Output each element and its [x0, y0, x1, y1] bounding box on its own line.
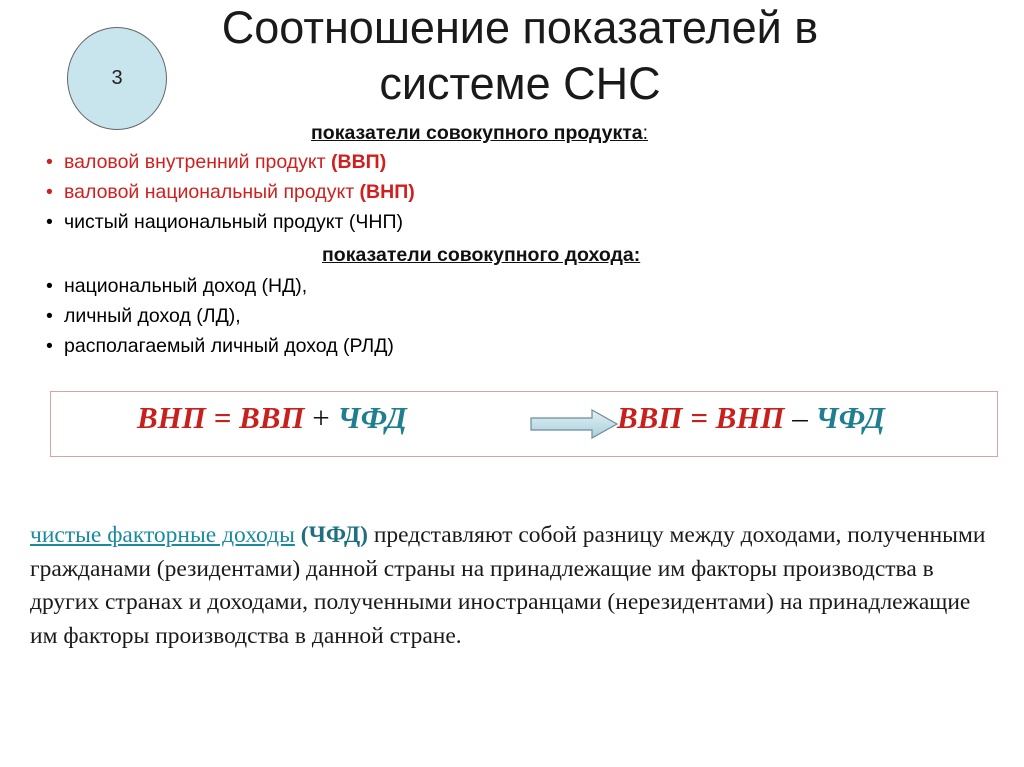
- definition-term-link[interactable]: чистые факторные доходы: [30, 522, 295, 548]
- definition-paragraph: [30, 519, 1000, 653]
- bullet: •: [46, 305, 53, 327]
- income-section-heading: [322, 244, 640, 267]
- list-item-dpi: [46, 331, 394, 361]
- item-text: чистый национальный продукт (ЧНП): [64, 211, 403, 233]
- bullet: •: [46, 211, 53, 233]
- product-section-heading: [311, 122, 648, 145]
- formula-equals: =: [682, 400, 716, 435]
- formula-term: ВВП: [239, 400, 305, 435]
- item-abbr: (ВВП): [331, 151, 387, 173]
- formula-term: ВНП: [715, 400, 785, 435]
- bullet: •: [46, 275, 53, 297]
- slide-number: 3: [111, 67, 123, 89]
- bullet: •: [46, 151, 53, 173]
- item-text: валовой внутренний продукт: [64, 151, 332, 173]
- bullet: •: [46, 181, 53, 203]
- list-item-pi: [46, 301, 394, 331]
- formula-term: ЧФД: [337, 400, 407, 435]
- formula-box: [50, 391, 998, 457]
- income-indicator-list: [46, 271, 394, 361]
- formula-gnp: [137, 400, 407, 436]
- item-text: располагаемый личный доход (РЛД): [64, 335, 394, 357]
- item-text: национальный доход (НД),: [64, 275, 308, 297]
- list-item-ni: [46, 271, 394, 301]
- list-item-nnp: [46, 207, 415, 237]
- formula-term: ЧФД: [815, 400, 885, 435]
- product-indicator-list: [46, 147, 415, 237]
- formula-gdp: [617, 400, 885, 436]
- formula-operator: +: [304, 400, 338, 435]
- title-line-2: системе СНС: [379, 58, 661, 109]
- item-abbr: (ВНП): [359, 181, 415, 203]
- product-heading-colon: :: [642, 122, 649, 144]
- formula-term: ВНП: [137, 400, 206, 435]
- formula-term: ВВП: [617, 400, 683, 435]
- right-arrow-icon: [530, 409, 618, 439]
- list-item-gdp: [46, 147, 415, 177]
- item-text: личный доход (ЛД),: [64, 305, 241, 327]
- formula-operator: –: [784, 400, 816, 435]
- formula-equals: =: [205, 400, 240, 435]
- bullet: •: [46, 335, 53, 357]
- definition-text: представляют собой разницу между доходами, полученными гражданами (резидентами) данной страны на принадлежащие им факторы производства в других странах и доходами, полученными иностранцами (нерезидентами) на принадлежащие им факторы производства в данной стране.: [30, 522, 986, 649]
- list-item-gnp: [46, 177, 415, 207]
- income-heading-text: показатели совокупного дохода:: [322, 244, 641, 266]
- title-line-1: Соотношение показателей в: [221, 2, 819, 53]
- page-title: [140, 0, 900, 112]
- product-heading-text: показатели совокупного продукта: [311, 122, 643, 144]
- definition-abbr: (ЧФД): [300, 522, 368, 548]
- item-text: валовой национальный продукт: [64, 181, 360, 203]
